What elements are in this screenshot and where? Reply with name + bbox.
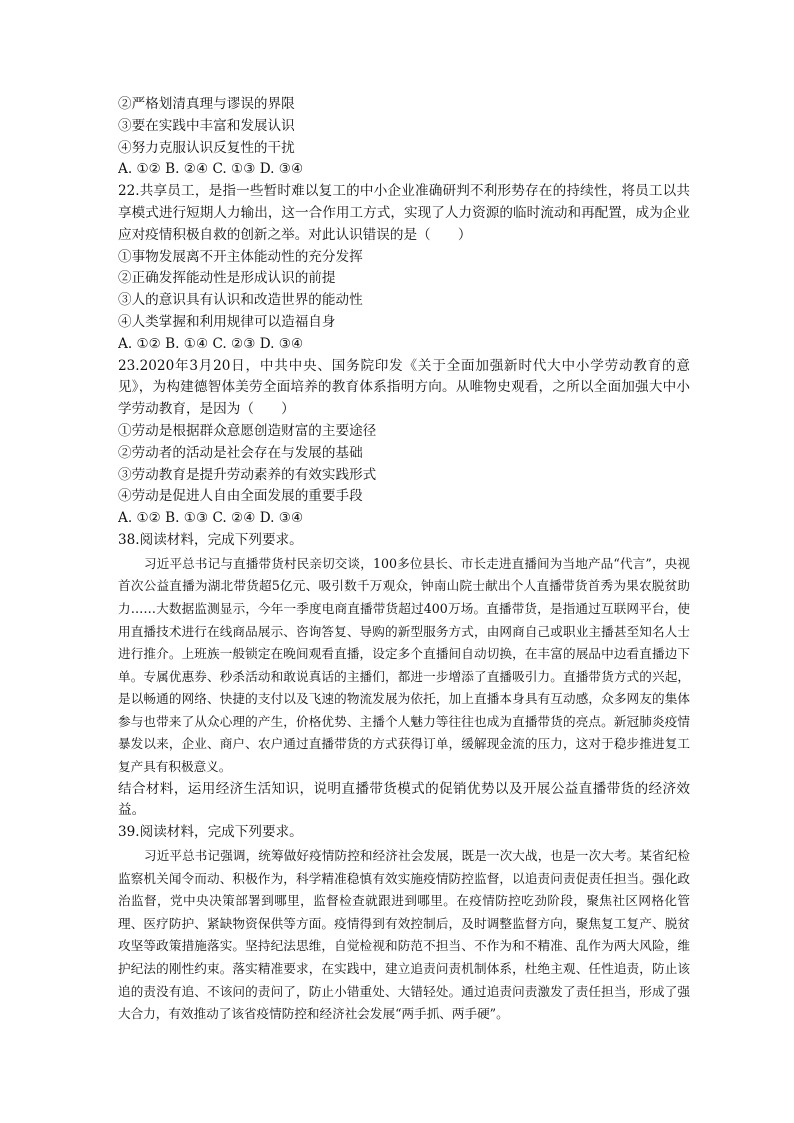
q23-option-1: ①劳动是根据群众意愿创造财富的主要途径	[118, 422, 377, 439]
q38-heading: 38.阅读材料，完成下列要求。	[118, 531, 303, 548]
q23-answer-choices: A. ①② B. ①③ C. ②④ D. ③④	[118, 510, 304, 527]
q22-stem: 22.共享员工，是指一些暂时难以复工的中小企业准确研判不利形势存在的持续性，将员工以共享模式进行短期人力输出，这一合作用工方式，实现了人力资源的临时流动和再配置，成为企业应对疫情积极自救的创新之举。对此认识错误的是（ ）	[118, 183, 690, 243]
q23-option-2: ②劳动者的活动是社会存在与发展的基础	[118, 444, 363, 461]
q38-material: 习近平总书记与直播带货村民亲切交谈，100多位县长、市长走进直播间为当地产品“代言”，央视首次公益直播为湖北带货超5亿元、吸引数千万观众，钟南山院士献出个人直播带货首秀为果农脱贫助力……大数据监测显示，今年一季度电商直播带货超过400万场。直播带货，是指通过互联网平台，使用直播技术进行在线商品展示、咨询答复、导购的新型服务方式，由网商自己或职业主播甚至知名人士进行推介。上班族一般锁定在晚间观看直播，设定多个直播间自动切换，在丰富的展品中边看直播边下单。专属优惠券、秒杀活动和敢说真话的主播们，都进一步增添了直播吸引力。直播带货方式的兴起，是以畅通的网络、快捷的支付以及飞速的物流发展为依托，加上直播本身具有互动感，众多网友的集体参与也带来了从众心理的产生，价格优势、主播个人魅力等往往也成为直播带货的亮点。新冠肺炎疫情暴发以来，企业、商户、农户通过直播带货的方式获得订单，缓解现金流的压力，这对于稳步推进复工复产具有积极意义。	[118, 555, 690, 775]
q39-heading: 39.阅读材料，完成下列要求。	[118, 824, 303, 841]
q23-stem: 23.2020年3月20日，中共中央、国务院印发《关于全面加强新时代大中小学劳动教育的意见》，为构建德智体美劳全面培养的教育体系指明方向。从唯物史观看，之所以全面加强大中小学劳动教育，是因为（ ）	[118, 357, 690, 418]
q38-task: 结合材料，运用经济生活知识，说明直播带货模式的促销优势以及开展公益直播带货的经济效益。	[118, 780, 690, 819]
q22-option-2: ②正确发挥能动性是形成认识的前提	[118, 270, 336, 287]
q22-answer-choices: A. ①② B. ①④ C. ②③ D. ③④	[118, 335, 304, 352]
q21-option-4: ④努力克服认识反复性的干扰	[118, 139, 295, 156]
q22-option-4: ④人类掌握和利用规律可以造福自身	[118, 313, 336, 330]
q21-option-2: ②严格划清真理与谬误的界限	[118, 96, 295, 112]
q21-answer-choices: A. ①② B. ②④ C. ①③ D. ③④	[118, 161, 304, 178]
q39-material: 习近平总书记强调，统筹做好疫情防控和经济社会发展，既是一次大战，也是一次大考。某省纪检监察机关闻令而动、积极作为，科学精准稳慎有效实施疫情防控监督，以追责问责促责任担当。强化政治监督，党中央决策部署到哪里，监督检查就跟进到哪里。在疫情防控吃劲阶段，聚焦社区网格化管理、医疗防护、紧缺物资保供等方面。疫情得到有效控制后，及时调整监督方向，聚焦复工复产、脱贫攻坚等政策措施落实。坚持纪法思维，自觉检视和防范不担当、不作为和不精准、乱作为两大风险，维护纪法的刚性约束。落实精准要求，在实践中，建立追责问责机制体系，杜绝主观、任性追责，防止该追的责没有追、不该问的责问了，防止小错重处、大错轻处。通过追责问责激发了责任担当，形成了强大合力，有效推动了该省疫情防控和经济社会发展“两手抓、两手硬”。	[118, 848, 690, 1022]
q23-option-3: ③劳动教育是提升劳动素养的有效实践形式	[118, 466, 377, 483]
q21-option-3: ③要在实践中丰富和发展认识	[118, 117, 295, 134]
q22-option-3: ③人的意识具有认识和改造世界的能动性	[118, 292, 363, 309]
q23-option-4: ④劳动是促进人自由全面发展的重要手段	[118, 488, 363, 505]
q22-option-1: ①事物发展离不开主体能动性的充分发挥	[118, 248, 363, 265]
